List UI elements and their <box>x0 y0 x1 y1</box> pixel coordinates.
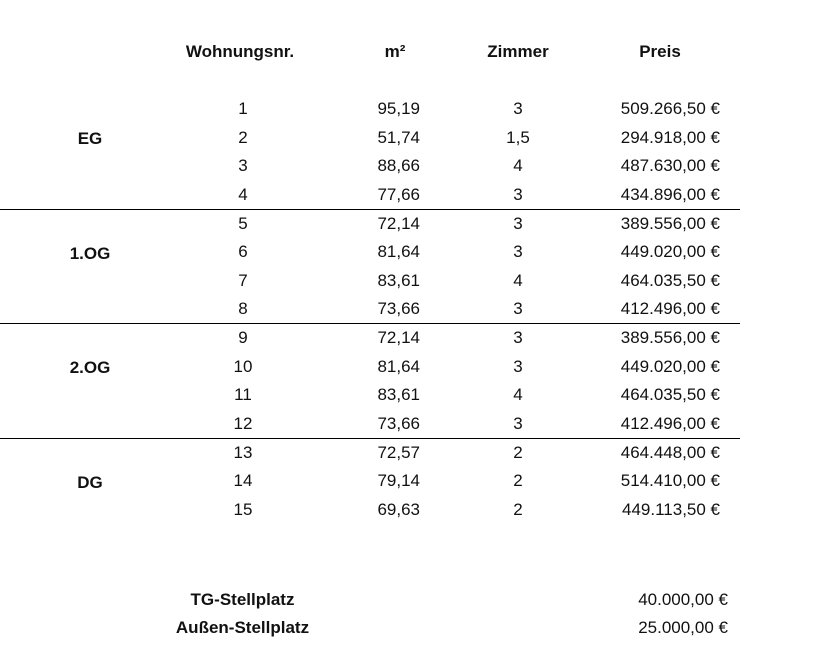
apartment-number: 8 <box>238 299 248 319</box>
area-value: 81,64 <box>377 356 420 376</box>
apartment-number: 14 <box>233 471 253 491</box>
table-row <box>0 381 740 410</box>
rooms-value: 4 <box>513 270 523 290</box>
table-row <box>0 152 740 181</box>
rooms-value: 3 <box>513 328 523 347</box>
table-row <box>0 124 740 153</box>
table-row <box>0 496 740 525</box>
price-value: 449.020,00 € <box>620 242 720 262</box>
header-m2: m² <box>384 42 406 61</box>
floor-label: EG <box>77 129 103 148</box>
rooms-value: 3 <box>513 242 523 262</box>
table-row <box>0 439 740 468</box>
rooms-value: 1,5 <box>506 127 530 147</box>
apartment-number: 12 <box>233 413 253 433</box>
rooms-value: 2 <box>513 442 523 462</box>
rooms-value: 3 <box>513 184 523 204</box>
price-value: 449.113,50 € <box>622 499 720 519</box>
floor-label: DG <box>77 472 103 492</box>
apartment-number: 6 <box>238 242 248 262</box>
area-value: 77,66 <box>377 184 420 204</box>
area-value: 69,63 <box>377 499 420 519</box>
apartment-number: 7 <box>238 270 248 290</box>
rooms-value: 3 <box>513 413 523 433</box>
apartment-number: 9 <box>238 328 248 347</box>
table-row <box>0 324 740 353</box>
table-row <box>0 95 740 124</box>
price-value: 389.556,00 € <box>620 213 720 233</box>
header-zimmer: Zimmer <box>487 42 549 61</box>
rooms-value: 3 <box>513 99 523 118</box>
apartment-table <box>0 95 819 554</box>
area-value: 73,66 <box>377 413 420 433</box>
rooms-value: 2 <box>513 471 523 491</box>
area-value: 88,66 <box>377 156 420 176</box>
apartment-number: 15 <box>233 499 253 519</box>
area-value: 83,61 <box>377 385 420 405</box>
apartment-number: 5 <box>238 213 248 233</box>
area-value: 73,66 <box>377 299 420 319</box>
extra-row <box>0 586 819 614</box>
table-row <box>0 467 740 496</box>
extra-price: 25.000,00 € <box>638 618 728 637</box>
rooms-value: 2 <box>513 499 523 519</box>
table-row <box>0 353 740 382</box>
area-value: 83,61 <box>377 270 420 290</box>
apartment-number: 4 <box>238 184 248 204</box>
table-row <box>0 210 740 239</box>
price-value: 464.448,00 € <box>620 442 720 462</box>
extra-row <box>0 614 819 642</box>
area-value: 79,14 <box>377 471 420 491</box>
price-value: 434.896,00 € <box>620 184 720 204</box>
price-value: 412.496,00 € <box>620 413 720 433</box>
rooms-value: 3 <box>513 213 523 233</box>
area-value: 51,74 <box>377 127 420 147</box>
header-preis: Preis <box>639 42 681 61</box>
floor-group <box>0 210 740 325</box>
apartment-number: 2 <box>238 127 248 147</box>
extra-price: 40.000,00 € <box>638 590 728 609</box>
price-value: 294.918,00 € <box>620 127 720 147</box>
area-value: 72,57 <box>377 442 420 462</box>
table-row <box>0 238 740 267</box>
apartment-number: 11 <box>234 385 252 405</box>
price-value: 389.556,00 € <box>620 328 720 347</box>
price-value: 487.630,00 € <box>620 156 720 176</box>
area-value: 81,64 <box>377 242 420 262</box>
table-row <box>0 410 740 439</box>
price-value: 464.035,50 € <box>620 385 720 405</box>
table-row <box>0 181 740 210</box>
apartment-number: 1 <box>238 99 248 118</box>
table-row <box>0 267 740 296</box>
header-wohnungsnr: Wohnungsnr. <box>185 42 295 61</box>
price-value: 449.020,00 € <box>620 356 720 376</box>
floor-label: 1.OG <box>69 243 111 263</box>
apartment-number: 13 <box>233 442 253 462</box>
price-value: 464.035,50 € <box>620 270 720 290</box>
price-value: 509.266,50 € <box>620 99 720 118</box>
area-value: 95,19 <box>377 99 420 118</box>
rooms-value: 3 <box>513 356 523 376</box>
rooms-value: 4 <box>513 385 523 405</box>
extra-label: Außen-Stellplatz <box>175 618 310 637</box>
table-header <box>0 40 819 64</box>
table-row <box>0 295 740 324</box>
floor-group <box>0 95 740 210</box>
floor-group <box>0 324 740 439</box>
price-value: 412.496,00 € <box>620 299 720 319</box>
rooms-value: 4 <box>513 156 523 176</box>
apartment-number: 10 <box>233 356 253 376</box>
area-value: 72,14 <box>377 213 420 233</box>
floor-group <box>0 439 740 554</box>
floor-label: 2.OG <box>69 358 111 377</box>
apartment-number: 3 <box>238 156 248 176</box>
area-value: 72,14 <box>377 328 420 347</box>
rooms-value: 3 <box>513 299 523 319</box>
extra-label: TG-Stellplatz <box>190 590 295 609</box>
price-value: 514.410,00 € <box>620 471 720 491</box>
parking-extras <box>0 586 819 642</box>
